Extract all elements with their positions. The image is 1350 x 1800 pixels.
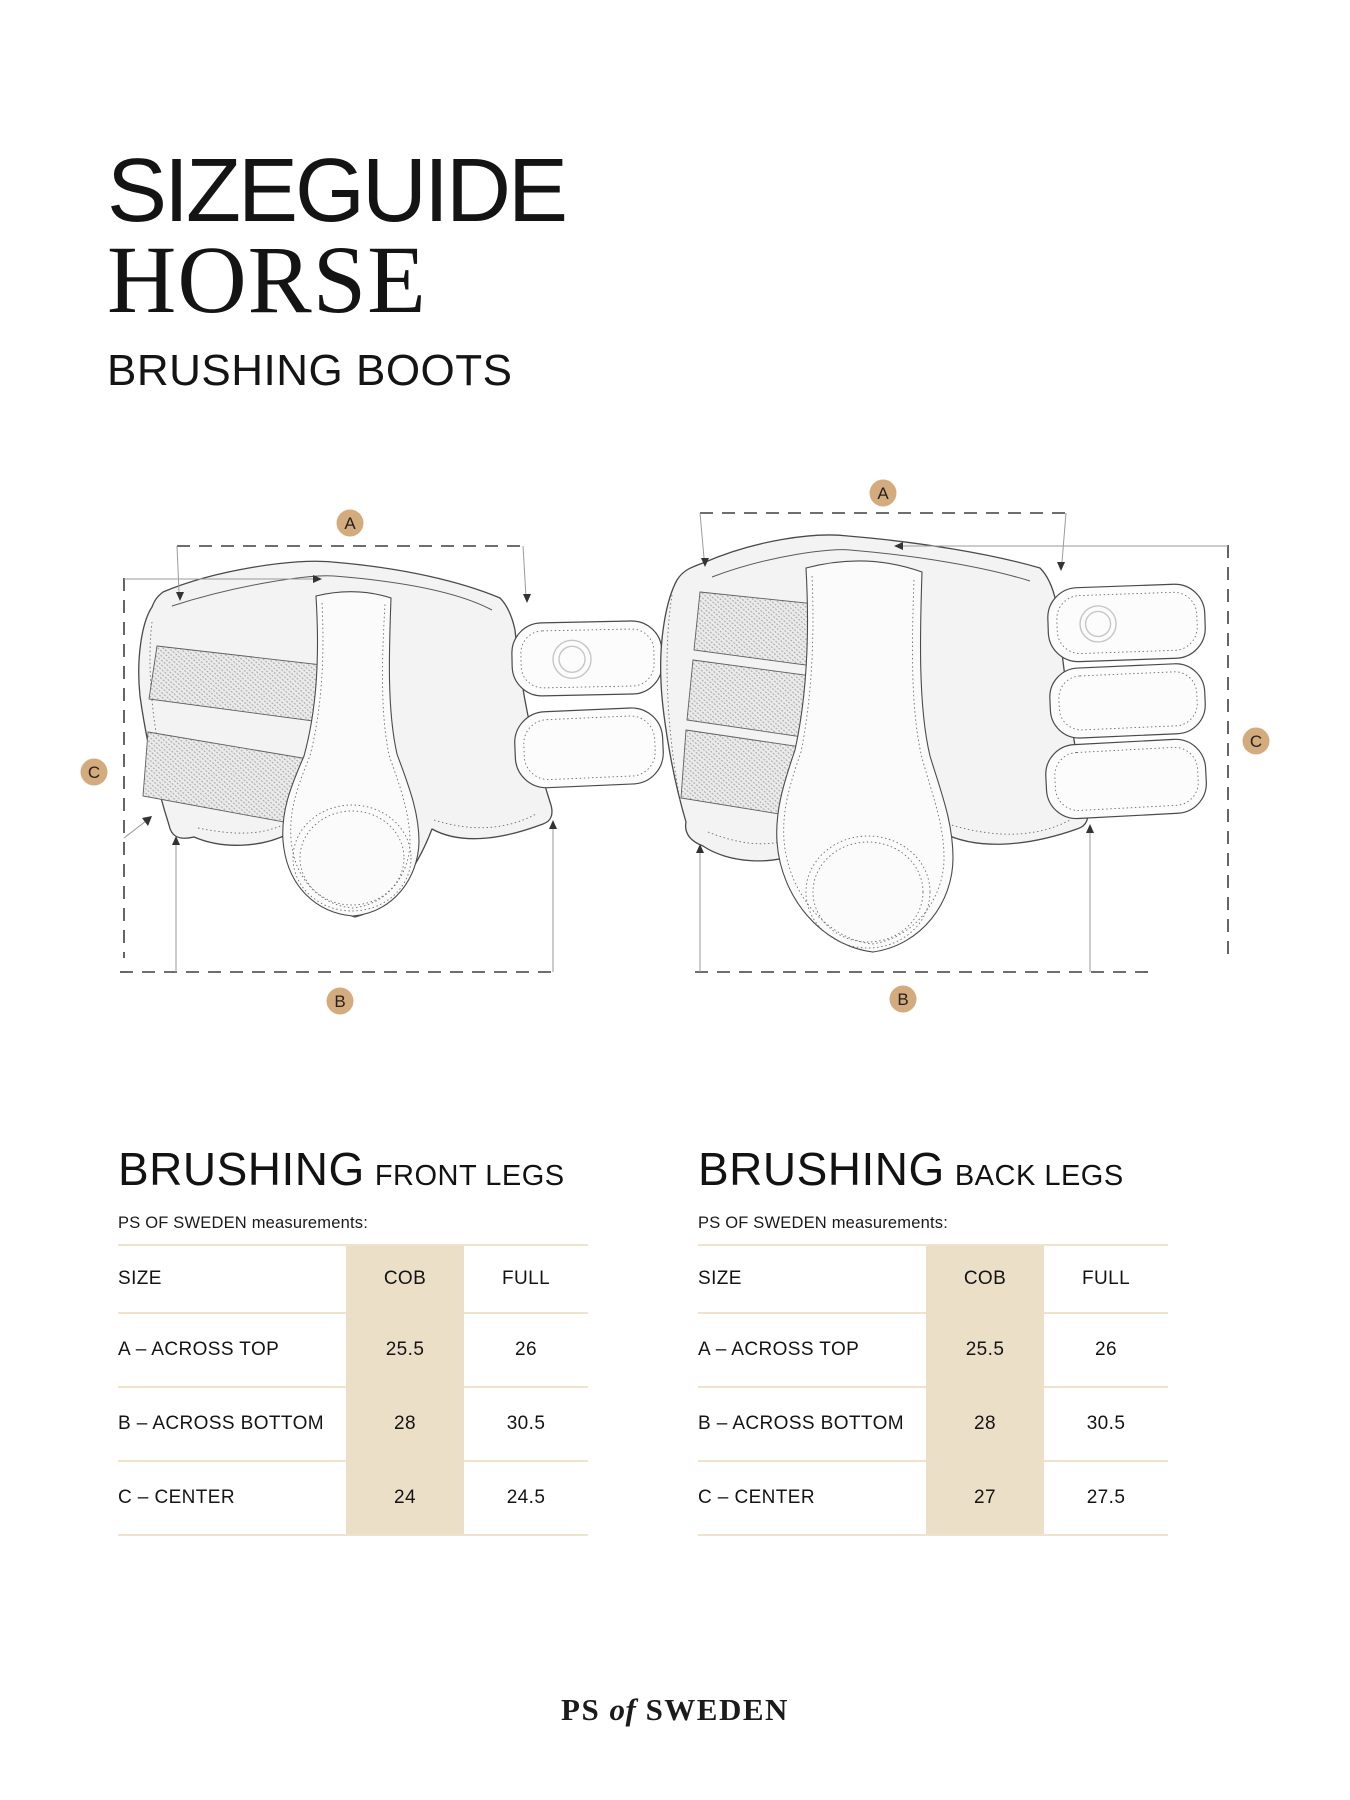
cell-cob-value: 28 [926,1388,1044,1462]
cell-full-value: 27.5 [1044,1462,1168,1536]
table-title: BRUSHING [118,1143,365,1195]
cell-cob-value: 27 [926,1462,1044,1536]
row-label: A – ACROSS TOP [118,1314,346,1388]
brand-logo [0,1692,1350,1728]
table-scope-label: FRONT LEGS [374,1160,565,1192]
svg-text:A: A [877,484,889,503]
back-size-table [698,1244,1168,1536]
page-title-horse: HORSE [107,226,427,333]
table-scope-label: BACK LEGS [954,1160,1124,1192]
row-label: C – CENTER [118,1462,346,1536]
front-strap-1 [511,620,662,696]
back-strap-3 [1044,738,1208,820]
brand-of: of [609,1692,637,1727]
front-boot-diagram [81,510,665,1015]
column-header-size: SIZE [698,1246,926,1314]
boot-diagrams [0,400,1350,1040]
page-title-sizeguide: SIZEGUIDE [107,141,566,241]
svg-text:C: C [1249,732,1263,751]
cell-cob-value: 24 [346,1462,464,1536]
cell-cob-value: 25.5 [926,1314,1044,1388]
brand-sweden: SWEDEN [645,1692,789,1727]
svg-text:C: C [87,763,101,782]
front-strap-2 [513,707,664,789]
table-title: BRUSHING [698,1143,945,1195]
row-label: C – CENTER [698,1462,926,1536]
cell-cob-value: 25.5 [346,1314,464,1388]
back-legs-table-section [698,1142,1168,1536]
cell-full-value: 24.5 [464,1462,588,1536]
cell-full-value: 30.5 [464,1388,588,1462]
svg-text:B: B [334,992,346,1011]
front-legs-table-section [118,1142,588,1536]
cell-full-value: 26 [1044,1314,1168,1388]
measurements-note: PS OF SWEDEN measurements: [118,1214,369,1232]
cell-full-value: 30.5 [1044,1388,1168,1462]
front-table-heading [118,1142,588,1196]
row-label: A – ACROSS TOP [698,1314,926,1388]
back-boot-diagram [661,480,1270,1013]
column-header-full: FULL [464,1246,588,1314]
cell-cob-value: 28 [346,1388,464,1462]
brand-ps: PS [561,1692,601,1727]
front-size-table [118,1244,588,1536]
back-table-heading [698,1142,1168,1196]
svg-text:B: B [897,990,909,1009]
title-block [107,141,566,396]
page-subtitle: BRUSHING BOOTS [107,346,513,395]
column-header-cob: COB [346,1246,464,1314]
back-strap-1 [1047,583,1206,662]
measurements-note: PS OF SWEDEN measurements: [698,1214,949,1232]
row-label: B – ACROSS BOTTOM [698,1388,926,1462]
svg-text:A: A [344,514,356,533]
column-header-size: SIZE [118,1246,346,1314]
column-header-full: FULL [1044,1246,1168,1314]
row-label: B – ACROSS BOTTOM [118,1388,346,1462]
column-header-cob: COB [926,1246,1044,1314]
cell-full-value: 26 [464,1314,588,1388]
back-strap-2 [1049,663,1207,740]
